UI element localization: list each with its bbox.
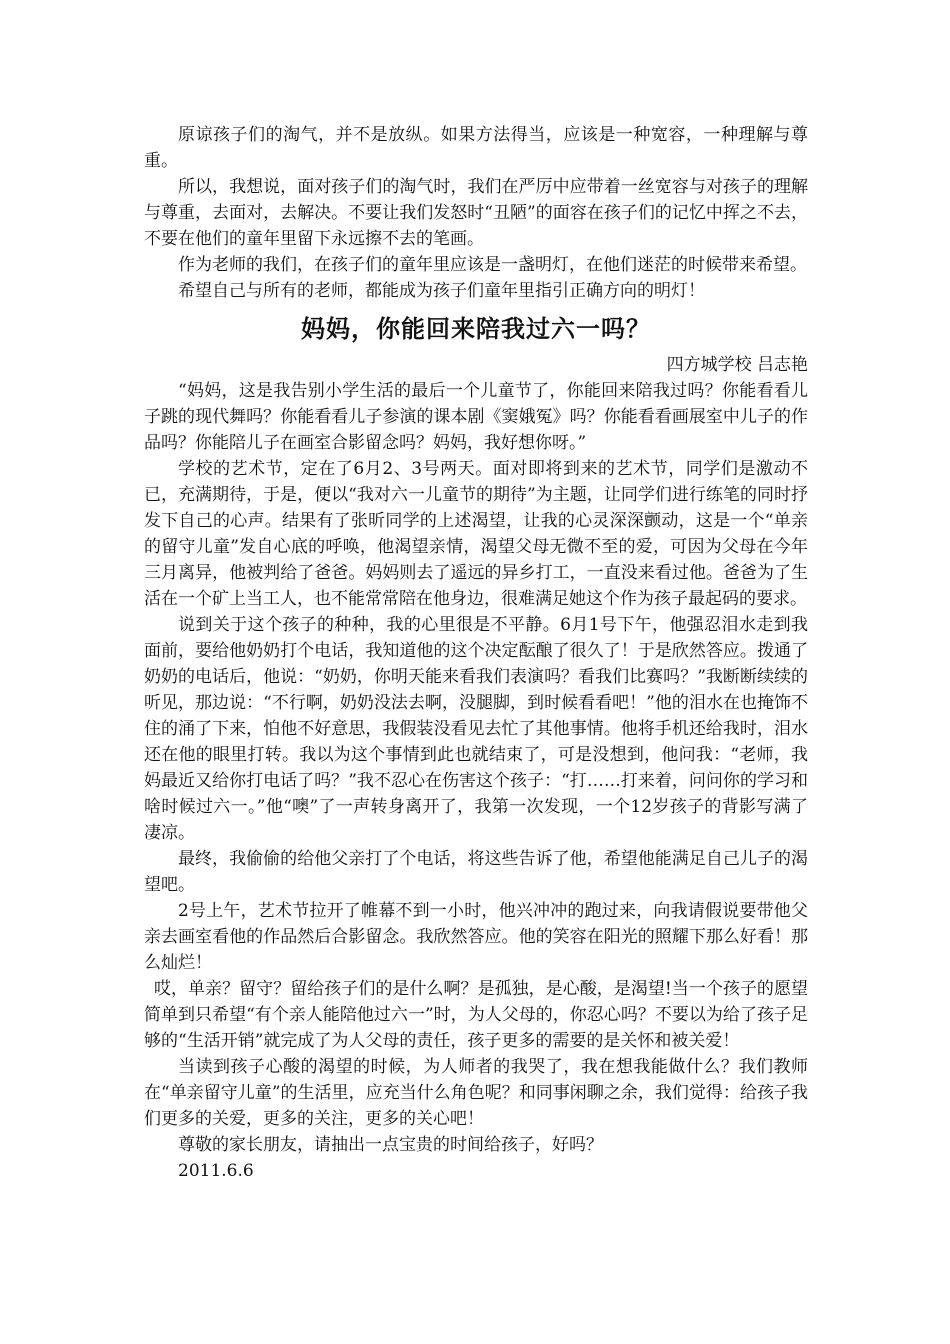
intro-paragraph-4: 希望自己与所有的老师，都能成为孩子们童年里指引正确方向的明灯！	[178, 281, 705, 301]
article-paragraph-4: 最终，我偷偷的给他父亲打了个电话，将这些告诉了他，希望他能满足自己儿子的渴望吧。	[144, 849, 808, 895]
article-paragraph-1: “妈妈，这是我告别小学生活的最后一个儿童节了，你能回来陪我过吗？你能看看儿子跳的现代舞吗？你能看看儿子参演的课本剧《窦娥冤》吗？你能看看画展室中儿子的作品吗？你能陪儿子在画室合影留念吗？妈妈，我好想你呀。”	[144, 381, 808, 453]
intro-paragraph-3: 作为老师的我们，在孩子们的童年里应该是一盏明灯，在他们迷茫的时候带来希望。	[178, 255, 807, 275]
article-paragraph-3: 说到关于这个孩子的种种，我的心里很是不平静。6月1号下午，他强忍泪水走到我面前，要给他奶奶打个电话，我知道他的这个决定酝酿了很久了！于是欣然答应。拨通了奶奶的电话后，他说：“奶奶，你明天能来看我们表演吗？看我们比赛吗？”我断断续续的听见，那边说：“不行啊，奶奶没法去啊，没腿脚，到时候看看吧！”他的泪水在也掩饰不住的涌了下来，怕他不好意思，我假装没看见去忙了其他事情。他将手机还给我时，泪水还在他的眼里打转。我以为这个事情到此也就结束了，可是没想到，他问我：“老师，我妈最近又给你打电话了吗？”我不忍心在伤害这个孩子：“打……打来着，问问你的学习和啥时候过六一。”他“噢”了一声转身离开了，我第一次发现，一个12岁孩子的背影写满了凄凉。	[144, 615, 808, 843]
article-paragraph-6: 哎，单亲？留守？留给孩子们的是什么啊？是孤独，是心酸，是渴望!当一个孩子的愿望简单到只希望“有个亲人能陪他过六一”时，为人父母的，你忍心吗？不要以为给了孩子足够的“生活开销”就完成了为人父母的责任，孩子更多的需要的是关怀和被关爱！	[144, 979, 808, 1051]
article-paragraph-2: 学校的艺术节，定在了6月2、3号两天。面对即将到来的艺术节，同学们是激动不已，充满期待，于是，便以“我对六一儿童节的期待”为主题，让同学们进行练笔的同时抒发下自己的心声。结果有了张昕同学的上述渴望，让我的心灵深深颤动，这是一个“单亲的留守儿童”发自心底的呼唤，他渴望亲情，渴望父母无微不至的爱，可因为父母在今年三月离异，他被判给了爸爸。妈妈则去了遥远的异乡打工，一直没来看过他。爸爸为了生活在一个矿上当工人，也不能常常陪在他身边，很难满足她这个作为孩子最起码的要求。	[144, 459, 808, 609]
article-title: 妈妈，你能回来陪我过六一吗？	[301, 314, 651, 343]
article-date: 2011.6.6	[178, 1161, 254, 1181]
article-paragraph-8: 尊敬的家长朋友，请抽出一点宝贵的时间给孩子，好吗？	[178, 1135, 603, 1155]
intro-paragraph-2: 所以，我想说，面对孩子们的淘气时，我们在严厉中应带着一丝宽容与对孩子的理解与尊重，去面对，去解决。不要让我们发怒时“丑陋”的面容在孩子们的记忆中挥之不去，不要在他们的童年里留下永远擦不去的笔画。	[144, 177, 808, 249]
intro-paragraph-1: 原谅孩子们的淘气，并不是放纵。如果方法得当，应该是一种宽容，一种理解与尊重。	[144, 125, 808, 171]
article-paragraph-7: 当读到孩子心酸的渴望的时候，为人师者的我哭了，我在想我能做什么？我们教师在“单亲留守儿童”的生活里，应充当什么角色呢？和同事闲聊之余，我们觉得：给孩子我们更多的关爱，更多的关注，更多的关心吧！	[144, 1057, 808, 1129]
article-paragraph-5: 2号上午，艺术节拉开了帷幕不到一小时，他兴冲冲的跑过来，向我请假说要带他父亲去画室看他的作品然后合影留念。我欣然答应。他的笑容在阳光的照耀下那么好看！那么灿烂！	[144, 901, 808, 973]
document-page	[144, 122, 808, 1184]
article-author: 四方城学校 吕志艳	[666, 355, 808, 375]
